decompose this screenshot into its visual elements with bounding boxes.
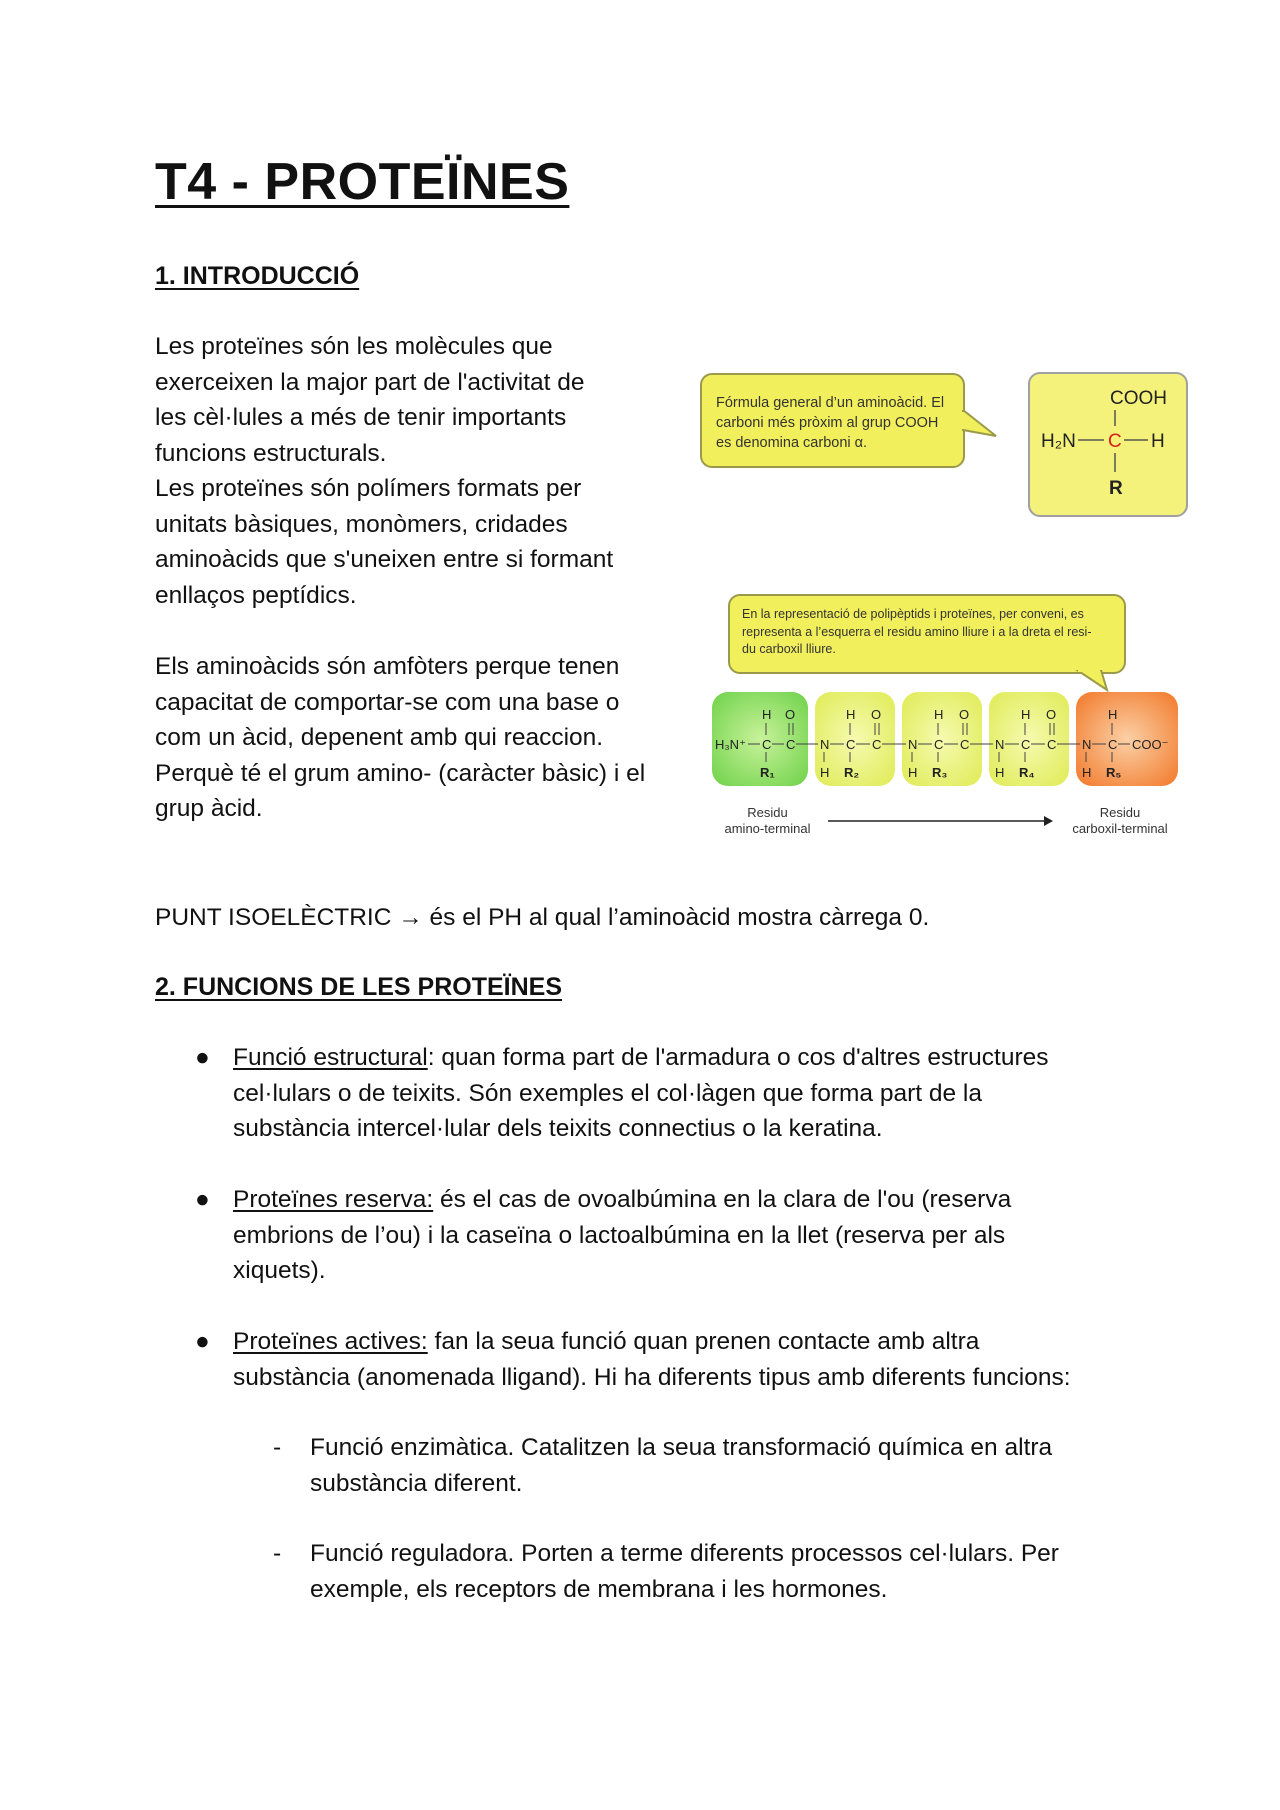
amphoteric-paragraph <box>155 649 645 827</box>
text-line: aminoàcids que s'uneixen entre si formant <box>155 546 614 573</box>
formula-diagram <box>1030 374 1186 515</box>
peptide-n-terminus: H₃N⁺ <box>715 737 746 752</box>
term-label: Proteïnes reserva: <box>233 1186 434 1213</box>
text-line: Perquè té el grum amino- (caràcter bàsic) i el <box>155 759 646 787</box>
svg-text:C: C <box>934 737 944 752</box>
section-heading-intro: 1. INTRODUCCIÓ <box>155 262 360 290</box>
svg-text:C: C <box>1021 737 1031 752</box>
svg-text:H: H <box>1021 707 1031 722</box>
residue-label: R₁ <box>760 765 775 780</box>
text-line: unitats bàsiques, monòmers, cridades <box>155 510 568 538</box>
formula-alpha-carbon: C <box>1108 431 1122 452</box>
svg-text:N: N <box>820 737 830 752</box>
callout-line: En la representació de polipèptids i proteïnes, per conveni, es <box>742 607 1084 621</box>
text-line: Els aminoàcids són amfòters perque tenen <box>155 653 620 680</box>
text-line: grup àcid. <box>155 795 263 822</box>
formula-h2n: H₂N <box>1041 431 1076 452</box>
svg-text:C: C <box>762 737 772 752</box>
callout-line: representa a l’esquerra el residu amino lliure i a la dreta el resi- <box>742 624 1092 639</box>
callout-line: Fórmula general d’un aminoàcid. El <box>716 395 945 411</box>
amino-acid-callout <box>700 373 965 468</box>
svg-text:O: O <box>871 707 882 722</box>
dash-icon: - <box>273 1434 282 1461</box>
callout-line: es denomina carboni α. <box>716 435 868 451</box>
isoelectric-point-text: PUNT ISOELÈCTRIC → és el PH al qual l’aminoàcid mostra càrrega 0. <box>155 904 930 931</box>
svg-text:H: H <box>1082 765 1092 780</box>
formula-r: R <box>1109 478 1123 499</box>
bullet-icon: ● <box>195 1044 210 1071</box>
svg-text:H: H <box>934 707 944 722</box>
svg-text:O: O <box>959 707 970 722</box>
text-line: Les proteïnes són les molècules que <box>155 333 553 360</box>
term-label: Proteïnes actives: <box>233 1328 428 1355</box>
text-line: enllaços peptídics. <box>155 581 357 609</box>
text-line: exerceixen la major part de l'activitat de <box>155 368 585 396</box>
peptide-chain-diagram <box>712 690 1192 790</box>
residue-label: R₅ <box>1106 765 1122 780</box>
bullet-icon: ● <box>195 1186 210 1213</box>
svg-text:O: O <box>1046 707 1057 722</box>
svg-text:H: H <box>762 707 772 722</box>
text-line: les cèl·lules a més de tenir importants <box>155 404 567 431</box>
svg-text:H: H <box>995 765 1005 780</box>
direction-arrow <box>826 814 1054 828</box>
text-line: Les proteïnes són polímers formats per <box>155 475 582 502</box>
svg-text:H: H <box>846 707 856 722</box>
svg-text:C: C <box>960 737 970 752</box>
carboxyl-terminal-label: Residu carboxil-terminal <box>1072 805 1168 836</box>
svg-text:C: C <box>1108 737 1118 752</box>
document-page: T4 - PROTEÏNES 1. INTRODUCCIÓ Les proteïnes són les molècules que exerceixen la major part de l'activitat de les cèl·lules a més de tenir importants funcions estructurals. Les proteïnes són polímers formats per unitats bàsiques, monòmers, cridades aminoàcids que s'uneixen entre si formant enllaços peptídics. Els aminoàcids són amfòters perque tenen capacitat de comportar-se com una base o com un àcid, depenent amb qui reaccion. Perquè té el grum amino- (caràcter bàsic) i el grup àcid. Fórmula general d’un aminoàcid. El carboni més pròxim al grup COOH es denomina carboni α. COOH H₂N C H R En la representació de polipèptids i proteïnes, per conveni, es representa a l’esquerra el residu amino lliure i a la dreta el resi- du carboxil lliure. H₃N⁺ C H R₁ C O N H C H R₂ C O N H C H R₃ C O N H C H R₄ C O N H C H R₅ COO⁻ Residu amino-terminal Residu carboxil-terminal PUNT ISOELÈCTRIC → és el PH al qual l’aminoàcid mostra càrrega 0. 2. FUNCIONS DE LES PROTEÏNES ● Funció estructural: quan forma part de l'armadura o cos d'altres estructures cel·lulars o de teixits. Són exemples el col·làgen que forma part de la substància intercel·lular dels teixits connectius o la keratina. ● Proteïnes reserva: és el cas de ovoalbúmina en la clara de l'ou (reserva embrions de l’ou) i la caseïna o lactoalbúmina en la llet (reserva per als xiquets). ● Proteïnes actives: fan la seua funció quan prenen contacte amb altra substància (anomenada lligand). Hi ha diferents tipus amb diferents funcions: - Funció enzimàtica. Catalitzen la seua transformació química en altra substància diferent. - Funció reguladora. Porten a terme diferents processos cel·lulars. Per exemple, els receptors de membrana i les hormones. <box>0 0 1280 1810</box>
callout-line: du carboxil lliure. <box>742 642 836 656</box>
residue-label: R₄ <box>1019 765 1035 780</box>
svg-text:N: N <box>1082 737 1092 752</box>
section-heading-functions: 2. FUNCIONS DE LES PROTEÏNES <box>155 973 563 1001</box>
intro-paragraph <box>155 329 613 613</box>
formula-h: H <box>1151 431 1165 452</box>
text-line: capacitat de comportar-se com una base o <box>155 688 620 716</box>
svg-text:C: C <box>1047 737 1057 752</box>
residue-label: R₂ <box>844 765 860 780</box>
amino-acid-formula <box>1028 372 1188 517</box>
svg-text:C: C <box>786 737 796 752</box>
amino-terminal-label: Residu amino-terminal <box>724 805 811 836</box>
svg-text:N: N <box>995 737 1005 752</box>
peptide-callout <box>728 594 1126 674</box>
formula-cooh: COOH <box>1110 388 1167 409</box>
page-title: T4 - PROTEÏNES <box>155 153 570 211</box>
text-line: com un àcid, depenent amb qui reaccion. <box>155 724 604 751</box>
svg-text:N: N <box>908 737 918 752</box>
svg-text:H: H <box>908 765 918 780</box>
svg-text:H: H <box>1108 707 1118 722</box>
svg-text:C: C <box>846 737 856 752</box>
text-line: funcions estructurals. <box>155 439 387 467</box>
svg-text:H: H <box>820 765 830 780</box>
bullet-icon: ● <box>195 1328 210 1355</box>
dash-icon: - <box>273 1540 282 1567</box>
callout-tail <box>962 410 1002 440</box>
residue-label: R₃ <box>932 765 948 780</box>
svg-text:O: O <box>785 707 796 722</box>
peptide-c-terminus: COO⁻ <box>1132 737 1169 752</box>
svg-text:C: C <box>872 737 882 752</box>
term-label: Funció estructural <box>233 1044 428 1071</box>
callout-line: carboni més pròxim al grup COOH <box>716 415 939 431</box>
